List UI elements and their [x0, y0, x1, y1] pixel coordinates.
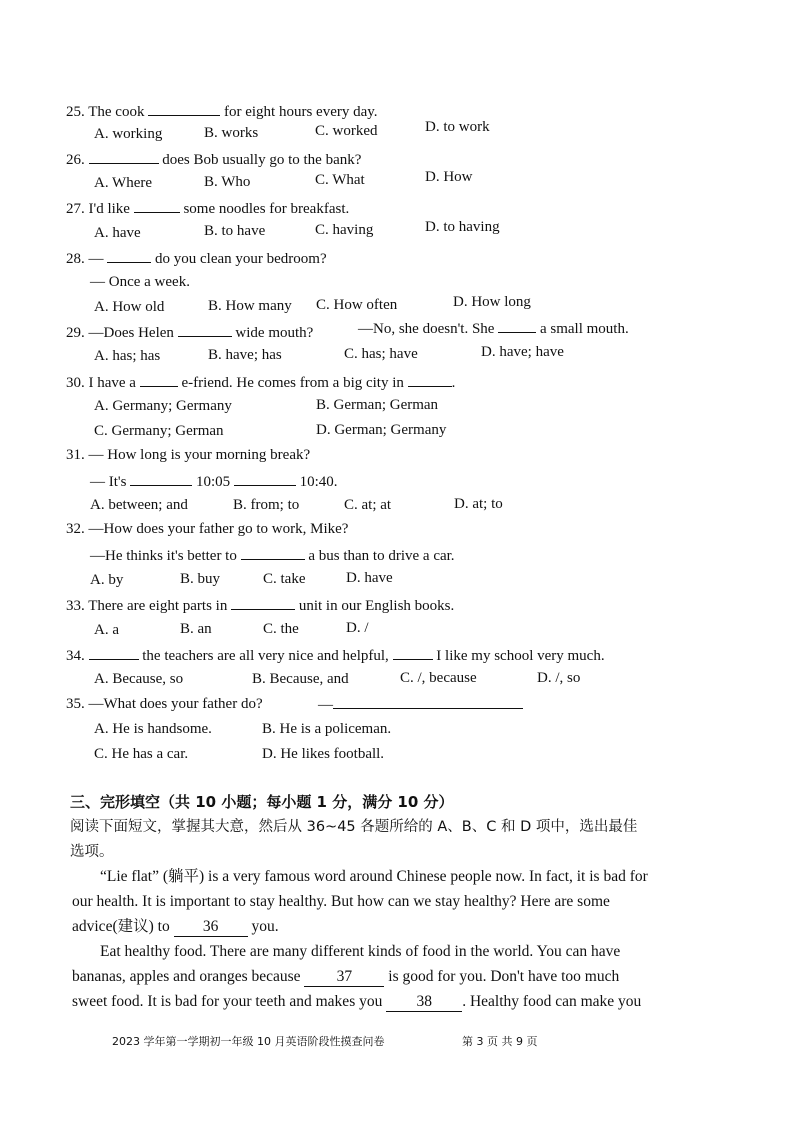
stem-text: 10:05 — [192, 474, 234, 490]
footer-exam-title: 2023 学年第一学期初一年级 10 月英语阶段性摸查问卷 — [112, 1035, 385, 1048]
passage-line: Eat healthy food. There are many different kinds of food in the world. You can have — [100, 943, 621, 960]
option-d: D. How — [425, 169, 473, 185]
section-title: 三、完形填空（共 10 小题；每小题 1 分，满分 10 分） — [70, 793, 454, 811]
answer-blank — [241, 545, 305, 560]
stem-text: a small mouth. — [536, 321, 629, 337]
footer-page-number: 第 3 页 共 9 页 — [462, 1035, 538, 1048]
passage-text: advice(建议) to — [72, 918, 174, 935]
option-a: A. How old — [94, 299, 165, 315]
answer-blank — [234, 471, 296, 486]
answer-blank — [231, 595, 295, 610]
stem-text: wide mouth? — [231, 325, 314, 341]
question-35-reply — [318, 694, 523, 714]
option-a: A. He is handsome. — [94, 721, 212, 737]
passage-line: our health. It is important to stay healthy. But how can we stay healthy? Here are some — [72, 893, 610, 910]
passage-text: . Healthy food can make you — [462, 993, 642, 1010]
option-c: C. having — [315, 222, 374, 238]
option-a: A. Where — [94, 175, 153, 191]
option-c: C. at; at — [344, 497, 392, 513]
dialog-line: — Once a week. — [90, 274, 190, 290]
stem-text: I like my school very much. — [432, 648, 605, 664]
answer-blank — [130, 471, 192, 486]
section-instructions: 阅读下面短文，掌握其大意，然后从 36~45 各题所给的 A、B、C 和 D 项中，选出最佳 — [70, 819, 638, 835]
option-b: B. He is a policeman. — [262, 721, 392, 737]
option-b: B. to have — [204, 223, 266, 239]
passage-text: bananas, apples and oranges because — [72, 968, 305, 985]
stem-text: some noodles for breakfast. — [179, 201, 350, 217]
option-b: B. Because, and — [252, 671, 349, 687]
option-c: C. take — [263, 571, 306, 587]
option-c: C. How often — [316, 297, 398, 313]
passage-text: is good for you. Don't have too much — [384, 968, 620, 985]
cloze-blank-36: 36 — [174, 918, 248, 937]
passage-line — [72, 918, 279, 937]
question-34-stem — [66, 645, 605, 665]
answer-blank — [498, 318, 536, 333]
option-c: C. He has a car. — [94, 746, 189, 762]
option-c: C. What — [315, 172, 365, 188]
question-30-stem — [66, 372, 455, 392]
answer-blank — [89, 645, 139, 660]
passage-line — [72, 968, 619, 987]
question-26-stem — [66, 149, 361, 169]
answer-blank — [393, 645, 433, 660]
passage-text: you. — [247, 918, 279, 935]
option-b: B. Who — [204, 174, 251, 190]
section-instructions-cont: 选项。 — [70, 844, 114, 860]
stem-text: — It's — [90, 474, 131, 490]
option-a: A. between; and — [90, 497, 188, 513]
option-b: B. works — [204, 125, 259, 141]
option-d: D. German; Germany — [316, 422, 447, 438]
option-a: A. a — [94, 622, 119, 638]
option-c: C. Germany; German — [94, 423, 224, 439]
option-b: B. buy — [180, 571, 221, 587]
option-b: B. from; to — [233, 497, 300, 513]
option-b: B. an — [180, 621, 212, 637]
stem-text: e-friend. He comes from a big city in — [177, 375, 408, 391]
question-31-stem: 31. — How long is your morning break? — [66, 447, 311, 463]
option-b: B. have; has — [208, 347, 282, 363]
option-d: D. / — [346, 620, 369, 636]
answer-blank — [178, 322, 232, 337]
option-c: C. the — [263, 621, 299, 637]
stem-text: unit in our English books. — [295, 598, 455, 614]
answer-blank — [148, 101, 220, 116]
answer-blank — [140, 372, 178, 387]
stem-text: 27. I'd like — [66, 201, 134, 217]
stem-text: —No, she doesn't. She — [358, 321, 499, 337]
option-d: D. to work — [425, 119, 490, 135]
question-27-stem — [66, 198, 349, 218]
answer-blank — [107, 248, 151, 263]
question-28-stem — [66, 248, 327, 268]
question-29-reply — [358, 318, 629, 338]
stem-text: do you clean your bedroom? — [151, 251, 327, 267]
option-a: A. Because, so — [94, 671, 184, 687]
stem-text: does Bob usually go to the bank? — [158, 152, 362, 168]
answer-blank — [89, 149, 159, 164]
stem-text: 33. There are eight parts in — [66, 598, 232, 614]
option-a: A. have — [94, 225, 141, 241]
passage-text: sweet food. It is bad for your teeth and makes you — [72, 993, 387, 1010]
question-35-stem: 35. —What does your father do? — [66, 696, 263, 712]
answer-blank — [408, 372, 452, 387]
question-33-stem — [66, 595, 454, 615]
stem-text: 26. — [66, 152, 89, 168]
option-d: D. at; to — [454, 496, 503, 512]
option-d: D. have — [346, 570, 393, 586]
option-a: A. Germany; Germany — [94, 398, 232, 414]
stem-text: for eight hours every day. — [220, 104, 378, 120]
question-31-reply — [90, 471, 338, 491]
option-d: D. How long — [453, 294, 531, 310]
question-29-stem — [66, 322, 313, 342]
question-32-reply — [90, 545, 455, 565]
option-c: C. worked — [315, 123, 378, 139]
stem-text: 10:40. — [295, 474, 338, 490]
option-b: B. German; German — [316, 397, 439, 413]
option-d: D. have; have — [481, 344, 564, 360]
stem-text: 30. I have a — [66, 375, 140, 391]
passage-line — [72, 993, 641, 1012]
option-a: A. by — [90, 572, 124, 588]
stem-text: — — [318, 697, 333, 713]
option-d: D. /, so — [537, 670, 581, 686]
option-a: A. working — [94, 126, 163, 142]
option-d: D. to having — [425, 219, 500, 235]
option-c: C. has; have — [344, 346, 418, 362]
stem-text: the teachers are all very nice and helpful, — [138, 648, 393, 664]
stem-text: 29. —Does Helen — [66, 325, 178, 341]
option-a: A. has; has — [94, 348, 161, 364]
passage-line: “Lie flat” (躺平) is a very famous word around Chinese people now. In fact, it is bad for — [100, 868, 648, 885]
stem-text: . — [451, 375, 456, 391]
question-32-stem: 32. —How does your father go to work, Mike? — [66, 521, 349, 537]
answer-blank — [333, 694, 523, 709]
cloze-blank-37: 37 — [304, 968, 384, 987]
answer-blank — [134, 198, 180, 213]
cloze-blank-38: 38 — [386, 993, 462, 1012]
stem-text: a bus than to drive a car. — [304, 548, 455, 564]
stem-text: —He thinks it's better to — [90, 548, 241, 564]
stem-text: 34. — [66, 648, 89, 664]
option-b: B. How many — [208, 298, 292, 314]
stem-text: 28. — — [66, 251, 108, 267]
stem-text: 25. The cook — [66, 104, 149, 120]
question-25-stem — [66, 101, 378, 121]
option-d: D. He likes football. — [262, 746, 385, 762]
option-c: C. /, because — [400, 670, 477, 686]
